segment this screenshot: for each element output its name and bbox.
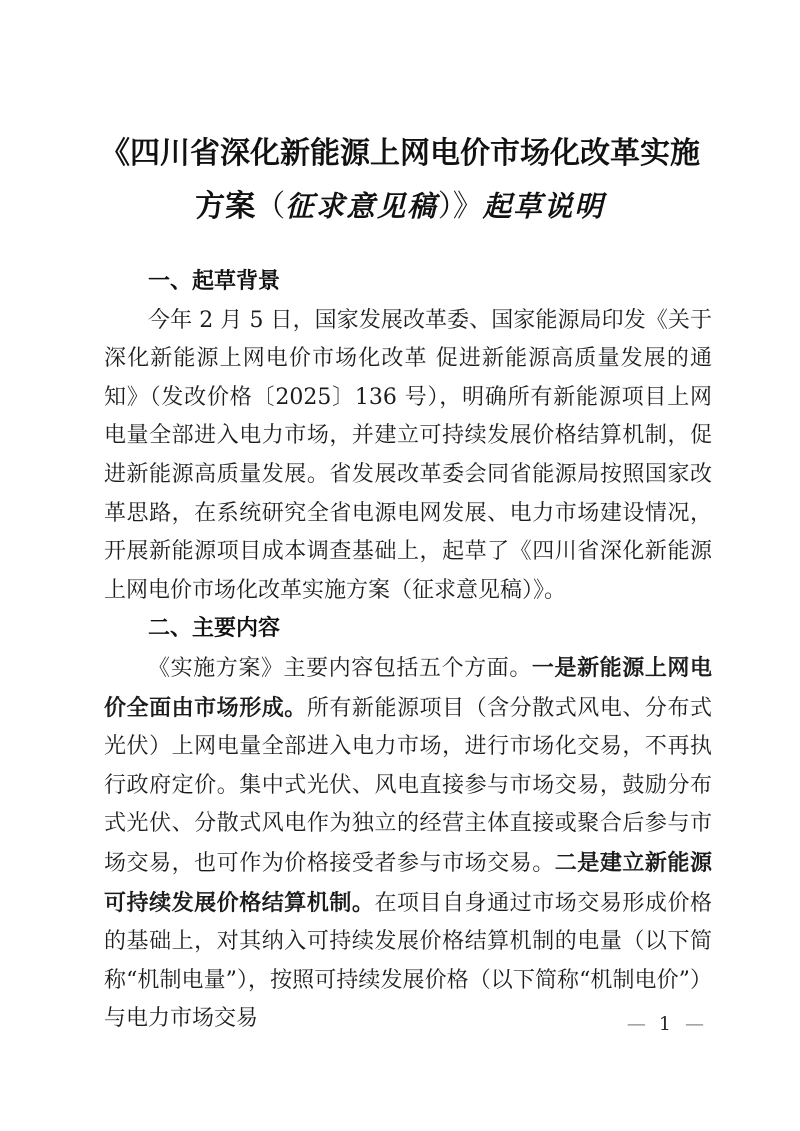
text-segment: 今年 2 月 5 日，国家发展改革委、国家能源局印发《关于深化新能源上网电价市场化改革 促进新能源高质量发展的通知》（发改价格〔2025〕136 号），明确所有新能源项目上网电量全部进入电力市场，并建立可持续发展价格结算机制，促进新能源高质量发展。省发展改革委会同省能源局按照国家改革思路，在系统研究全省电源电网发展、电力市场建设情况，开展新能源项目成本调查基础上，起草了《四川省深化新能源上网电价市场化改革实施方案（征求意见稿）》。: [104, 307, 712, 603]
paragraph-background: [104, 302, 712, 611]
text-segment: 方案: [195, 189, 256, 224]
page-number: [627, 1013, 703, 1035]
text-segment: ）》: [437, 189, 483, 224]
text-segment: （: [255, 189, 286, 224]
text-segment: 在项目自身通过市场交易形成价格的基础上，对其纳入可持续发展价格结算机制的电量（以下简称“机制电量”），按照可持续发展价格（以下简称“机制电价”）与电力市场交易: [104, 890, 712, 1032]
page-number-dash-right: —: [685, 1013, 703, 1035]
document-title: [0, 0, 800, 233]
text-segment: 《实施方案》主要内容包括五个方面。: [148, 655, 532, 681]
document-body: [104, 263, 712, 1039]
page-number-value: 1: [658, 1013, 671, 1035]
section-heading-background: 一、起草背景: [148, 269, 281, 294]
page-number-dash-left: —: [626, 1013, 645, 1035]
text-segment: 一是新能源上网电价全面由市场形成。: [104, 654, 712, 721]
text-segment: 起草说明: [482, 189, 605, 223]
text-segment: 征求意见稿: [285, 189, 438, 223]
section-heading-main-content: 二、主要内容: [148, 616, 281, 642]
text-segment: 所有新能源项目（含分散式风电、分布式光伏）上网电量全部进入电力市场，进行市场化交易，不再执行政府定价。集中式光伏、风电直接参与市场交易，鼓励分布式光伏、分散式风电作为独立的经营主体直接或聚合后参与市场交易，也可作为价格接受者参与市场交易。: [104, 695, 712, 876]
title-line-2: [0, 180, 800, 233]
text-segment: 二是建立新能源可持续发展价格结算机制。: [104, 849, 712, 916]
title-line-1: 《四川省深化新能源上网电价市场化改革实施: [100, 136, 700, 171]
paragraph-main-content: [104, 649, 712, 1039]
